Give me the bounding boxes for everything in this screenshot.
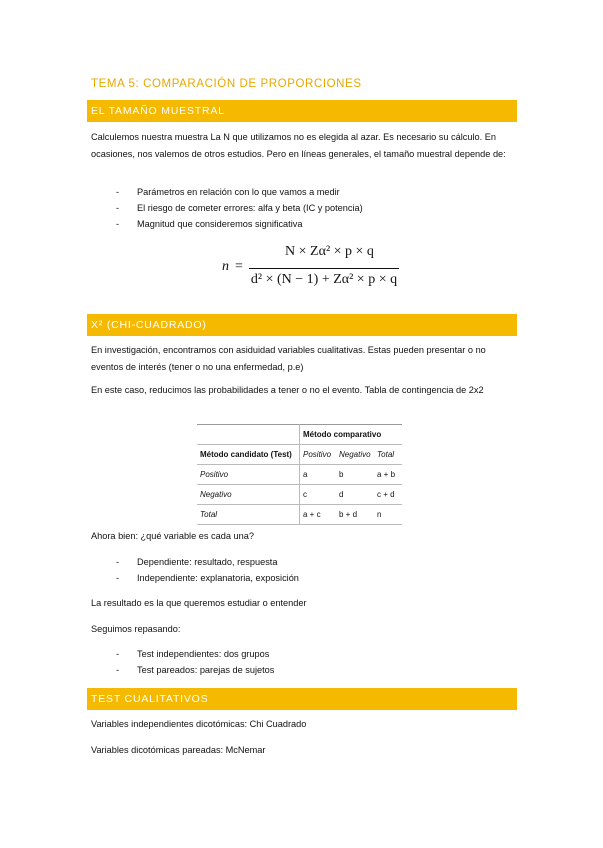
variable-question: Ahora bien: ¿qué variable es cada una? xyxy=(91,531,254,541)
chi-paragraph-1: En investigación, encontramos con asiduidad variables cualitativas. Estas pueden presentar o no eventos de interés (tener o no una enfermedad, p.e) xyxy=(91,345,486,372)
muestral-intro: Calculemos nuestra muestra La N que utilizamos no es elegida al azar. Es necesario su cálculo. En ocasiones, nos valemos de otros estudios. Pero en líneas generales, el tamaño muestral depende de: xyxy=(91,132,506,159)
list-item: - El riesgo de cometer errores: alfa y beta (IC y potencia) xyxy=(116,203,363,213)
muestral-bullet-list xyxy=(91,184,363,232)
formula-equals: = xyxy=(235,259,243,274)
table-cell: b + d xyxy=(336,505,374,525)
list-item: - Test pareados: parejas de sujetos xyxy=(116,665,275,675)
list-item: - Test independientes: dos grupos xyxy=(116,649,270,659)
table-cell: b xyxy=(336,465,374,485)
fraction-bar xyxy=(249,268,399,269)
table-cell: a + c xyxy=(300,505,337,525)
table-col-header: Total xyxy=(374,445,402,465)
chi-paragraph-3: La resultado es la que queremos estudiar o entender xyxy=(91,598,307,608)
table-row-label: Positivo xyxy=(197,465,300,485)
table-cell: d xyxy=(336,485,374,505)
table-row-label: Negativo xyxy=(197,485,300,505)
variable-bullet-list xyxy=(91,554,299,586)
formula-numerator: N × Zα² × p × q xyxy=(285,244,374,259)
cualitativos-line-1: Variables independientes dicotómicas: Chi Cuadrado xyxy=(91,719,307,729)
contingency-table xyxy=(197,424,402,525)
table-group-header: Método comparativo xyxy=(300,425,403,445)
table-cell: c xyxy=(300,485,337,505)
table-cell: c + d xyxy=(374,485,402,505)
table-cell: a xyxy=(300,465,337,485)
table-col-header: Negativo xyxy=(336,445,374,465)
table-row xyxy=(197,505,402,525)
table-col-header: Positivo xyxy=(300,445,337,465)
table-corner xyxy=(197,425,300,445)
list-item: - Independiente: explanatoria, exposición xyxy=(116,573,299,583)
section-header-test-cualitativos: TEST CUALITATIVOS xyxy=(87,688,517,710)
list-item: - Magnitud que consideremos significativa xyxy=(116,219,303,229)
table-row xyxy=(197,485,402,505)
formula-denominator: d² × (N − 1) + Zα² × p × q xyxy=(250,272,398,287)
table-row xyxy=(197,465,402,485)
formula-lhs: n xyxy=(222,259,229,274)
table-row-label: Total xyxy=(197,505,300,525)
table-cell: a + b xyxy=(374,465,402,485)
sample-size-formula xyxy=(222,244,400,296)
section-header-chi-cuadrado: X² (CHI-CUADRADO) xyxy=(87,314,517,336)
cualitativos-line-2: Variables dicotómicas pareadas: McNemar xyxy=(91,745,266,755)
list-item: - Dependiente: resultado, respuesta xyxy=(116,557,278,567)
chi-paragraph-4: Seguimos repasando: xyxy=(91,624,181,634)
section-header-tamano-muestral: EL TAMAÑO MUESTRAL xyxy=(87,100,517,122)
page-title: TEMA 5: COMPARACIÓN DE PROPORCIONES xyxy=(91,78,362,90)
table-cell: n xyxy=(374,505,402,525)
table-row-header: Método candidato (Test) xyxy=(197,445,300,465)
list-item: - Parámetros en relación con lo que vamos a medir xyxy=(116,187,340,197)
test-bullet-list xyxy=(91,646,274,678)
chi-paragraph-2: En este caso, reducimos las probabilidades a tener o no el evento. Tabla de contingencia de 2x2 xyxy=(91,385,484,395)
